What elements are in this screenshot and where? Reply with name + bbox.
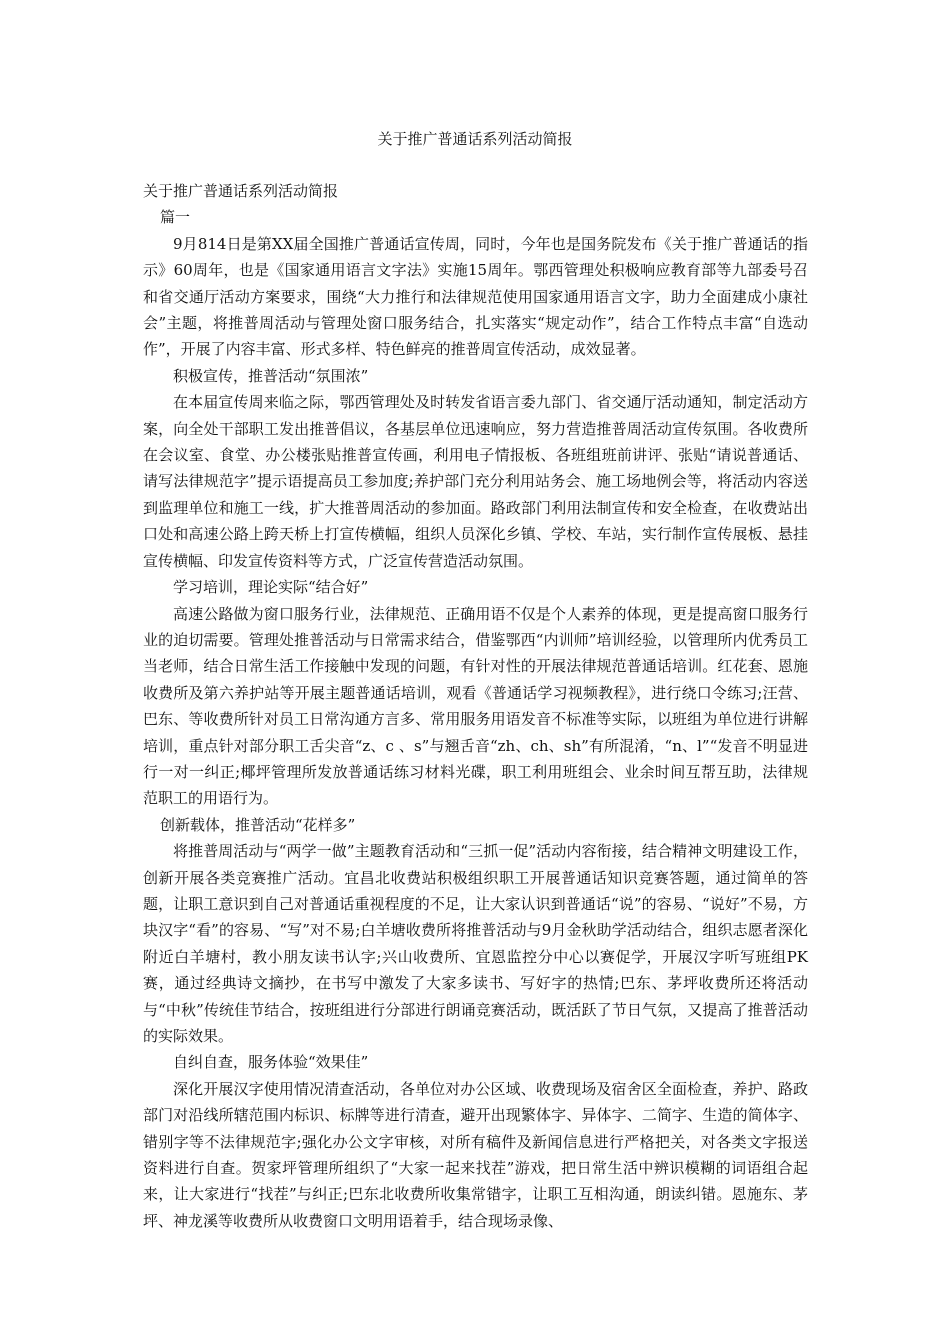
section-heading-innovation: 创新载体，推普活动“花样多” xyxy=(160,815,356,834)
section-heading-training: 学习培训，理论实际“结合好” xyxy=(173,578,369,597)
document-body xyxy=(143,178,808,1234)
section-heading-publicity: 积极宣传，推普活动“氛围浓” xyxy=(173,366,369,385)
section-body-self-check: 深化开展汉字使用情况清查活动，各单位对办公区域、收费现场及宿舍区全面检查，养护、路政部门对沿线所辖范围内标识、标牌等进行清查，避开出现繁体字、异体字、二简字、生造的简体字、错别字等不法律规范字;强化办公文字审核，对所有稿件及新闻信息进行严格把关，对各类文字报送资料进行自查。贺家坪管理所组织了“大家一起来找茬”游戏，把日常生活中辨识模糊的词语组合起来，让大家进行“找茬”与纠正;巴东北收费所收集常错字，让职工互相沟通，朗读纠错。恩施东、茅坪、神龙溪等收费所从收费窗口文明用语着手，结合现场录像、 xyxy=(143,1079,808,1230)
section-heading-self-check: 自纠自查，服务体验“效果佳” xyxy=(173,1053,369,1072)
part-label: 篇一 xyxy=(160,208,191,227)
section-body-publicity: 在本届宣传周来临之际，鄂西管理处及时转发省语言委九部门、省交通厅活动通知，制定活动方案，向全处干部职工发出推普倡议，各基层单位迅速响应，努力营造推普周活动宣传氛围。各收费所在会议室、食堂、办公楼张贴推普宣传画，利用电子情报板、各班组班前讲评、张贴“请说普通话、请写法律规范字”提示语提高员工参加度;养护部门充分利用站务会、施工场地例会等，将活动内容送到监理单位和施工一线，扩大推普周活动的参加面。路政部门利用法制宣传和安全检查，在收费站出口处和高速公路上跨天桥上打宣传横幅，组织人员深化乡镇、学校、车站，实行制作宣传展板、悬挂宣传横幅、印发宣传资料等方式，广泛宣传营造活动氛围。 xyxy=(143,393,808,570)
section-body-innovation: 将推普周活动与“两学一做”主题教育活动和“三抓一促”活动内容衔接，结合精神文明建设工作，创新开展各类竞赛推广活动。宜昌北收费站积极组织职工开展普通话知识竞赛答题，通过简单的答题，让职工意识到自己对普通话重视程度的不足，让大家认识到普通话“说”的容易、“说好”不易，方块汉字“看”的容易、“写”对不易;白羊塘收费所将推普活动与9月金秋助学活动结合，组织志愿者深化附近白羊塘村，教小朋友读书认字;兴山收费所、宜恩监控分中心以赛促学，开展汉字听写班组PK赛，通过经典诗文摘抄，在书写中激发了大家多读书、写好字的热情;巴东、茅坪收费所还将活动与“中秋”传统佳节结合，按班组进行分部进行朗诵竞赛活动，既活跃了节日气氛，又提高了推普活动的实际效果。 xyxy=(143,842,808,1045)
section-body-training: 高速公路做为窗口服务行业，法律规范、正确用语不仅是个人素养的体现，更是提高窗口服务行业的迫切需要。管理处推普活动与日常需求结合，借鉴鄂西“内训师”培训经验，以管理所内优秀员工当老师，结合日常生活工作接触中发现的问题，有针对性的开展法律规范普通话培训。红花套、恩施收费所及第六养护站等开展主题普通话培训，观看《普通话学习视频教程》，进行绕口令练习;汪营、巴东、等收费所针对员工日常沟通方言多、常用服务用语发音不标准等实际，以班组为单位进行讲解培训，重点针对部分职工舌尖音“z、c 、s”与翘舌音“zh、ch、sh”有所混淆，“n、l”“发音不明显进行一对一纠正;椰坪管理所发放普通话练习材料光碟，职工利用班组会、业余时间互帮互助，法律规范职工的用语行为。 xyxy=(143,604,808,808)
intro-paragraph: 9月814日是第XX届全国推广普通话宣传周，同时，今年也是国务院发布《关于推广普通话的指示》60周年，也是《国家通用语言文字法》实施15周年。鄂西管理处积极响应教育部等九部委号召和省交通厅活动方案要求，围绕“大力推行和法律规范使用国家通用语言文字，助力全面建成小康社会”主题，将推普周活动与管理处窗口服务结合，扎实落实“规定动作”，结合工作特点丰富“自选动作”，开展了内容丰富、形式多样、特色鲜亮的推普周宣传活动，成效显著。 xyxy=(143,234,808,359)
document-subtitle: 关于推广普通话系列活动简报 xyxy=(143,182,339,200)
page-title: 关于推广普通话系列活动简报 xyxy=(377,130,573,148)
